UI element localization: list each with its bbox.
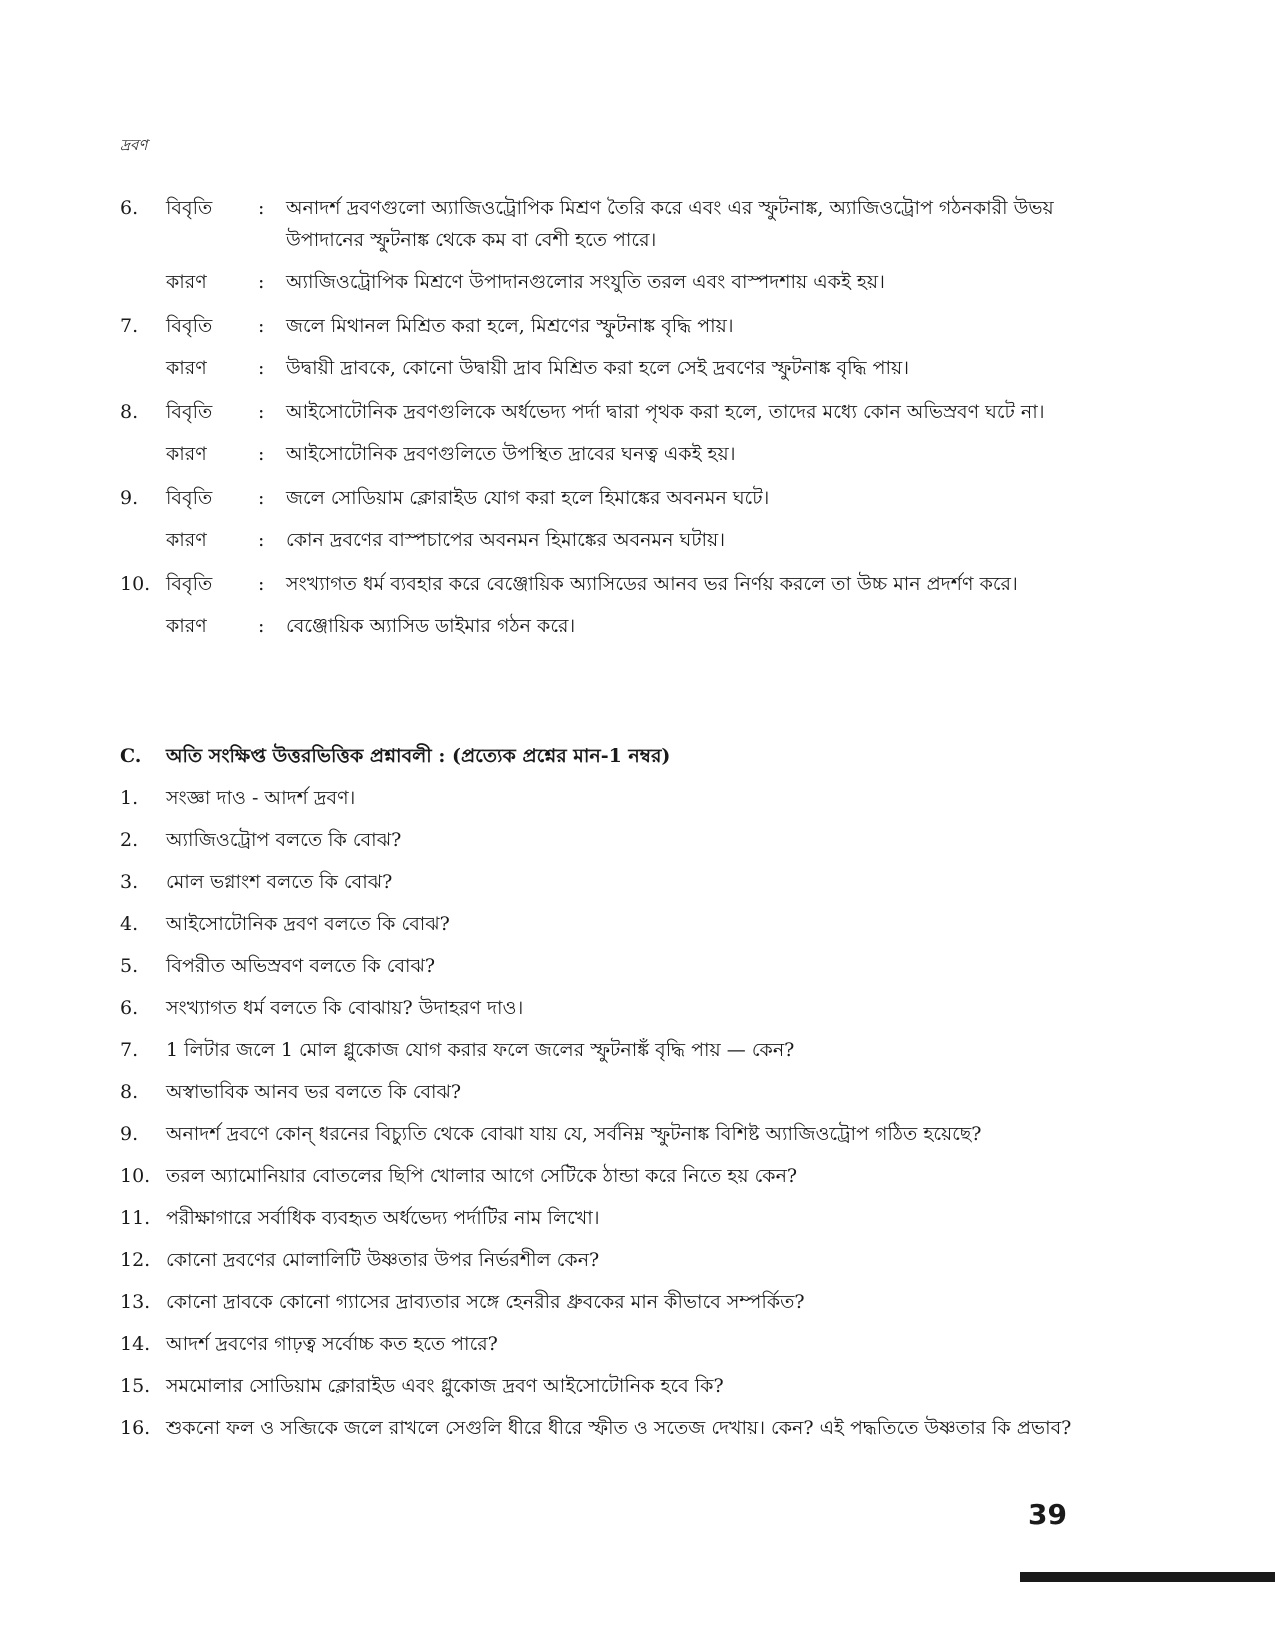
question-item: [120, 1286, 1130, 1318]
reason-text: উদ্বায়ী দ্রাবকে, কোনো উদ্বায়ী দ্রাব মিশ্রিত করা হলে সেই দ্রবণের স্ফুটনাঙ্ক বৃদ্ধি পায়।: [286, 357, 910, 379]
question-list: [120, 782, 1130, 1444]
item-number: 8.: [120, 401, 139, 423]
colon: :: [258, 271, 265, 293]
question-number: 6.: [120, 997, 139, 1019]
statement-label: বিবৃতি: [166, 401, 213, 423]
item-number: 6.: [120, 197, 139, 219]
question-item: [120, 1328, 1130, 1360]
colon: :: [258, 197, 265, 219]
question-item: [120, 908, 1130, 940]
reason-row: [120, 438, 1130, 470]
question-number: 10.: [120, 1165, 151, 1187]
question-item: [120, 1118, 1130, 1150]
colon: :: [258, 487, 265, 509]
footer-rule: [1020, 1572, 1275, 1582]
colon: :: [258, 315, 265, 337]
question-item: [120, 866, 1130, 898]
question-number: 4.: [120, 913, 139, 935]
question-number: 11.: [120, 1207, 151, 1229]
section-letter: C.: [120, 745, 142, 767]
reason-text: কোন দ্রবণের বাস্পচাপের অবনমন হিমাঙ্কের অবনমন ঘটায়।: [286, 529, 726, 551]
question-text: কোনো দ্রাবকে কোনো গ্যাসের দ্রাব্যতার সঙ্গে হেনরীর ধ্রুবকের মান কীভাবে সম্পর্কিত?: [166, 1291, 805, 1313]
question-number: 7.: [120, 1039, 139, 1061]
question-text: তরল অ্যামোনিয়ার বোতলের ছিপি খোলার আগে সেটিকে ঠান্ডা করে নিতে হয় কেন?: [166, 1165, 798, 1187]
question-number: 2.: [120, 829, 139, 851]
question-number: 15.: [120, 1375, 151, 1397]
question-text: আইসোটোনিক দ্রবণ বলতে কি বোঝ?: [166, 913, 450, 935]
item-number: 9.: [120, 487, 139, 509]
statement-text: জলে সোডিয়াম ক্লোরাইড যোগ করা হলে হিমাঙ্কের অবনমন ঘটে।: [286, 487, 770, 509]
question-number: 16.: [120, 1417, 151, 1439]
section-c: [120, 740, 1130, 1454]
reason-text: বেঞ্জোয়িক অ্যাসিড ডাইমার গঠন করে।: [286, 615, 576, 637]
colon: :: [258, 529, 265, 551]
statement-row: [120, 568, 1130, 600]
question-number: 9.: [120, 1123, 139, 1145]
reason-label: কারণ: [166, 615, 207, 637]
statement-row: [120, 310, 1130, 342]
question-number: 13.: [120, 1291, 151, 1313]
question-item: [120, 824, 1130, 856]
statement-row: [120, 192, 1130, 256]
section-title: অতি সংক্ষিপ্ত উত্তরভিত্তিক প্রশ্নাবলী : (প্রত্যেক প্রশ্নের মান-1 নম্বর): [166, 745, 671, 767]
item-number: 10.: [120, 573, 151, 595]
question-text: অনাদর্শ দ্রবণে কোন্ ধরনের বিচ্যুতি থেকে বোঝা যায় যে, সর্বনিম্ন স্ফুটনাঙ্ক বিশিষ্ট অ্যাজিওট্রোপ গঠিত হয়েছে?: [166, 1123, 982, 1145]
colon: :: [258, 573, 265, 595]
question-text: পরীক্ষাগারে সর্বাধিক ব্যবহৃত অর্ধভেদ্য পর্দাটির নাম লিখো।: [166, 1207, 600, 1229]
item-number: 7.: [120, 315, 139, 337]
reason-label: কারণ: [166, 271, 207, 293]
question-text: বিপরীত অভিস্রবণ বলতে কি বোঝ?: [166, 955, 436, 977]
question-text: মোল ভগ্নাংশ বলতে কি বোঝ?: [166, 871, 393, 893]
reason-row: [120, 266, 1130, 298]
reason-row: [120, 610, 1130, 642]
question-number: 1.: [120, 787, 139, 809]
question-item: [120, 1244, 1130, 1276]
reason-label: কারণ: [166, 443, 207, 465]
question-item: [120, 992, 1130, 1024]
statement-label: বিবৃতি: [166, 487, 213, 509]
page-number: 39: [1028, 1498, 1067, 1531]
statement-text: সংখ্যাগত ধর্ম ব্যবহার করে বেঞ্জোয়িক অ্যাসিডের আনব ভর নির্ণয় করলে তা উচ্চ মান প্রদর্শণ করে।: [286, 573, 1018, 595]
question-number: 3.: [120, 871, 139, 893]
question-text: অ্যাজিওট্রোপ বলতে কি বোঝ?: [166, 829, 402, 851]
reason-row: [120, 524, 1130, 556]
question-item: [120, 950, 1130, 982]
colon: :: [258, 357, 265, 379]
reason-label: কারণ: [166, 357, 207, 379]
question-text: আদর্শ দ্রবণের গাঢ়ত্ব সর্বোচ্চ কত হতে পারে?: [166, 1333, 498, 1355]
question-item: [120, 782, 1130, 814]
statement-label: বিবৃতি: [166, 197, 213, 219]
reason-text: অ্যাজিওট্রোপিক মিশ্রণে উপাদানগুলোর সংযুতি তরল এবং বাস্পদশায় একই হয়।: [286, 271, 885, 293]
statement-row: [120, 482, 1130, 514]
statement-text: অনাদর্শ দ্রবণগুলো অ্যাজিওট্রোপিক মিশ্রণ তৈরি করে এবং এর স্ফুটনাঙ্ক, অ্যাজিওট্রোপ গঠনকারী উভয় উপাদানের স্ফুটনাঙ্ক থেকে কম বা বেশী হতে পারে।: [286, 197, 1054, 251]
question-text: সমমোলার সোডিয়াম ক্লোরাইড এবং গ্লুকোজ দ্রবণ আইসোটোনিক হবে কি?: [166, 1375, 724, 1397]
question-text: 1 লিটার জলে 1 মোল গ্লুকোজ যোগ করার ফলে জলের স্ফুটনাঙ্কঁ বৃদ্ধি পায় — কেন?: [166, 1039, 795, 1061]
question-item: [120, 1160, 1130, 1192]
statement-reason-list: [120, 192, 1130, 642]
colon: :: [258, 615, 265, 637]
section-heading: [120, 740, 1130, 772]
statement-text: জলে মিথানল মিশ্রিত করা হলে, মিশ্রণের স্ফুটনাঙ্ক বৃদ্ধি পায়।: [286, 315, 734, 337]
reason-label: কারণ: [166, 529, 207, 551]
statement-label: বিবৃতি: [166, 315, 213, 337]
statement-label: বিবৃতি: [166, 573, 213, 595]
question-text: সংজ্ঞা দাও - আদর্শ দ্রবণ।: [166, 787, 356, 809]
question-text: সংখ্যাগত ধর্ম বলতে কি বোঝায়? উদাহরণ দাও।: [166, 997, 524, 1019]
statement-row: [120, 396, 1130, 428]
colon: :: [258, 443, 265, 465]
question-item: [120, 1076, 1130, 1108]
question-item: [120, 1412, 1130, 1444]
colon: :: [258, 401, 265, 423]
question-number: 14.: [120, 1333, 151, 1355]
question-item: [120, 1202, 1130, 1234]
question-item: [120, 1034, 1130, 1066]
reason-row: [120, 352, 1130, 384]
question-text: অস্বাভাবিক আনব ভর বলতে কি বোঝ?: [166, 1081, 462, 1103]
question-number: 8.: [120, 1081, 139, 1103]
reason-text: আইসোটোনিক দ্রবণগুলিতে উপস্থিত দ্রাবের ঘনত্ব একই হয়।: [286, 443, 736, 465]
question-item: [120, 1370, 1130, 1402]
question-text: শুকনো ফল ও সব্জিকে জলে রাখলে সেগুলি ধীরে ধীরে স্ফীত ও সতেজ দেখায়। কেন? এই পদ্ধতিতে উষ্ণতার কি প্রভাব?: [166, 1417, 1072, 1439]
question-number: 12.: [120, 1249, 151, 1271]
statement-text: আইসোটোনিক দ্রবণগুলিকে অর্ধভেদ্য পর্দা দ্বারা পৃথক করা হলে, তাদের মধ্যে কোন অভিস্রবণ ঘটে না।: [286, 401, 1045, 423]
question-number: 5.: [120, 955, 139, 977]
running-title: দ্রবণ: [120, 136, 148, 154]
question-text: কোনো দ্রবণের মোলালিটি উষ্ণতার উপর নির্ভরশীল কেন?: [166, 1249, 600, 1271]
